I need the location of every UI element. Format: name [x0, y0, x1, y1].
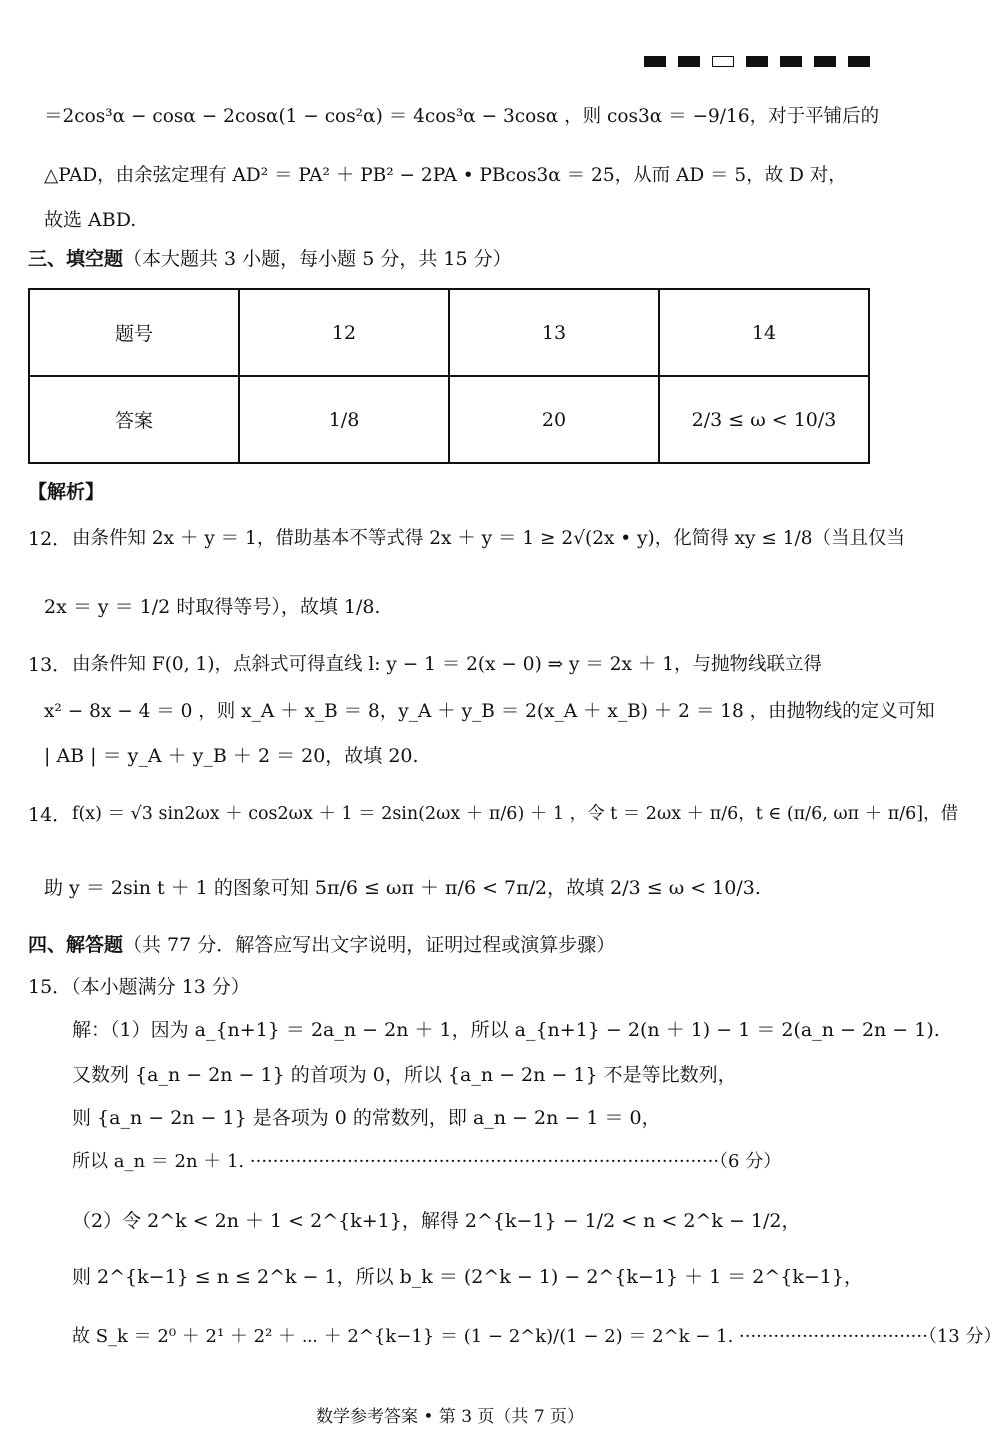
q12-number: 12． [28, 528, 72, 550]
marker-bar [678, 56, 700, 67]
q13-line-3: | AB | ＝ y_A ＋ y_B ＋ 2 ＝ 20，故填 20. [44, 745, 419, 767]
q13-line-1: 由条件知 F(0, 1)，点斜式可得直线 l: y − 1 ＝ 2(x − 0) ⇒ y ＝ 2x ＋ 1，与抛物线联立得 [72, 654, 822, 675]
marker-bar [780, 56, 802, 67]
answer-table [28, 288, 870, 464]
table-header-cell: 14 [659, 289, 869, 376]
q15-line-3: 则 {a_n − 2n − 1} 是各项为 0 的常数列，即 a_n − 2n − 1 ＝ 0， [72, 1107, 661, 1129]
derivation-line-2: △PAD，由余弦定理有 AD² ＝ PA² ＋ PB² − 2PA • PBcos3α ＝ 25，从而 AD ＝ 5，故 D 对， [44, 165, 847, 186]
table-cell: 1/8 [239, 376, 449, 463]
table-header-cell: 13 [449, 289, 659, 376]
page-marker-bars [644, 56, 870, 67]
section-4-note: （共 77 分．解答应写出文字说明，证明过程或演算步骤） [123, 934, 616, 956]
section-3-heading [28, 250, 512, 269]
q14-line-1: f(x) ＝ √3 sin2ωx ＋ cos2ωx ＋ 1 ＝ 2sin(2ωx ＋ π/6) ＋ 1 ，令 t ＝ 2ωx ＋ π/6，t ∈ (π/6, ωπ ＋ π/6]，借 [72, 804, 959, 824]
table-header-cell: 12 [239, 289, 449, 376]
marker-bar [814, 56, 836, 67]
table-header-cell: 题号 [29, 289, 239, 376]
q13-number: 13． [28, 654, 72, 676]
q15-line-6: 则 2^{k−1} ≤ n ≤ 2^k − 1，所以 b_k ＝ (2^k − 1) − 2^{k−1} ＋ 1 ＝ 2^{k−1}， [72, 1266, 863, 1288]
q15-heading: 15．（本小题满分 13 分） [28, 976, 250, 998]
q15-line-4: 所以 a_n ＝ 2n ＋ 1. ··················································································（6 分） [72, 1151, 782, 1172]
table-cell: 答案 [29, 376, 239, 463]
q15-line-2: 又数列 {a_n − 2n − 1} 的首项为 0，所以 {a_n − 2n − 1} 不是等比数列， [72, 1064, 737, 1086]
marker-bar-empty [712, 56, 734, 67]
section-3-note: （本大题共 3 小题，每小题 5 分，共 15 分） [123, 248, 512, 270]
q14-line-2: 助 y ＝ 2sin t ＋ 1 的图象可知 5π/6 ≤ ωπ ＋ π/6 < 7π/2，故填 2/3 ≤ ω < 10/3. [44, 877, 761, 899]
q15-line-1: 解：（1）因为 a_{n+1} ＝ 2a_n − 2n ＋ 1，所以 a_{n+1} − 2(n ＋ 1) − 1 ＝ 2(a_n − 2n − 1). [72, 1019, 940, 1041]
section-3-title: 三、填空题 [28, 248, 124, 270]
q15-line-5: （2）令 2^k < 2n ＋ 1 < 2^{k+1}，解得 2^{k−1} − 1/2 < n < 2^k − 1/2， [72, 1210, 801, 1232]
table-cell: 2/3 ≤ ω < 10/3 [659, 376, 869, 463]
q12-line-1: 由条件知 2x ＋ y ＝ 1，借助基本不等式得 2x ＋ y ＝ 1 ≥ 2√(2x • y)，化简得 xy ≤ 1/8（当且仅当 [72, 528, 906, 549]
q14-number: 14． [28, 804, 72, 826]
derivation-line-1: ＝2cos³α − cosα − 2cosα(1 − cos²α) ＝ 4cos³α − 3cosα ，则 cos3α ＝ −9/16，对于平铺后的 [44, 106, 880, 127]
marker-bar [746, 56, 768, 67]
page-footer: 数学参考答案 • 第 3 页（共 7 页） [315, 1407, 585, 1427]
table-row [29, 376, 869, 463]
q12-line-2: 2x ＝ y ＝ 1/2 时取得等号），故填 1/8. [44, 596, 381, 618]
table-row [29, 289, 869, 376]
derivation-line-3: 故选 ABD. [44, 209, 137, 231]
marker-bar [644, 56, 666, 67]
section-4-heading [28, 936, 615, 955]
table-cell: 20 [449, 376, 659, 463]
q15-line-7: 故 S_k ＝ 2⁰ ＋ 2¹ ＋ 2² ＋ ⋯ ＋ 2^{k−1} ＝ (1 − 2^k)/(1 − 2) ＝ 2^k − 1. ·································（13 分） [72, 1326, 1001, 1347]
q13-line-2: x² − 8x − 4 ＝ 0 ，则 x_A ＋ x_B ＝ 8，y_A ＋ y_B ＝ 2(x_A ＋ x_B) ＋ 2 ＝ 18 ，由抛物线的定义可知 [44, 701, 935, 722]
marker-bar [848, 56, 870, 67]
analysis-label: 【解析】 [28, 481, 105, 503]
section-4-title: 四、解答题 [28, 934, 124, 956]
